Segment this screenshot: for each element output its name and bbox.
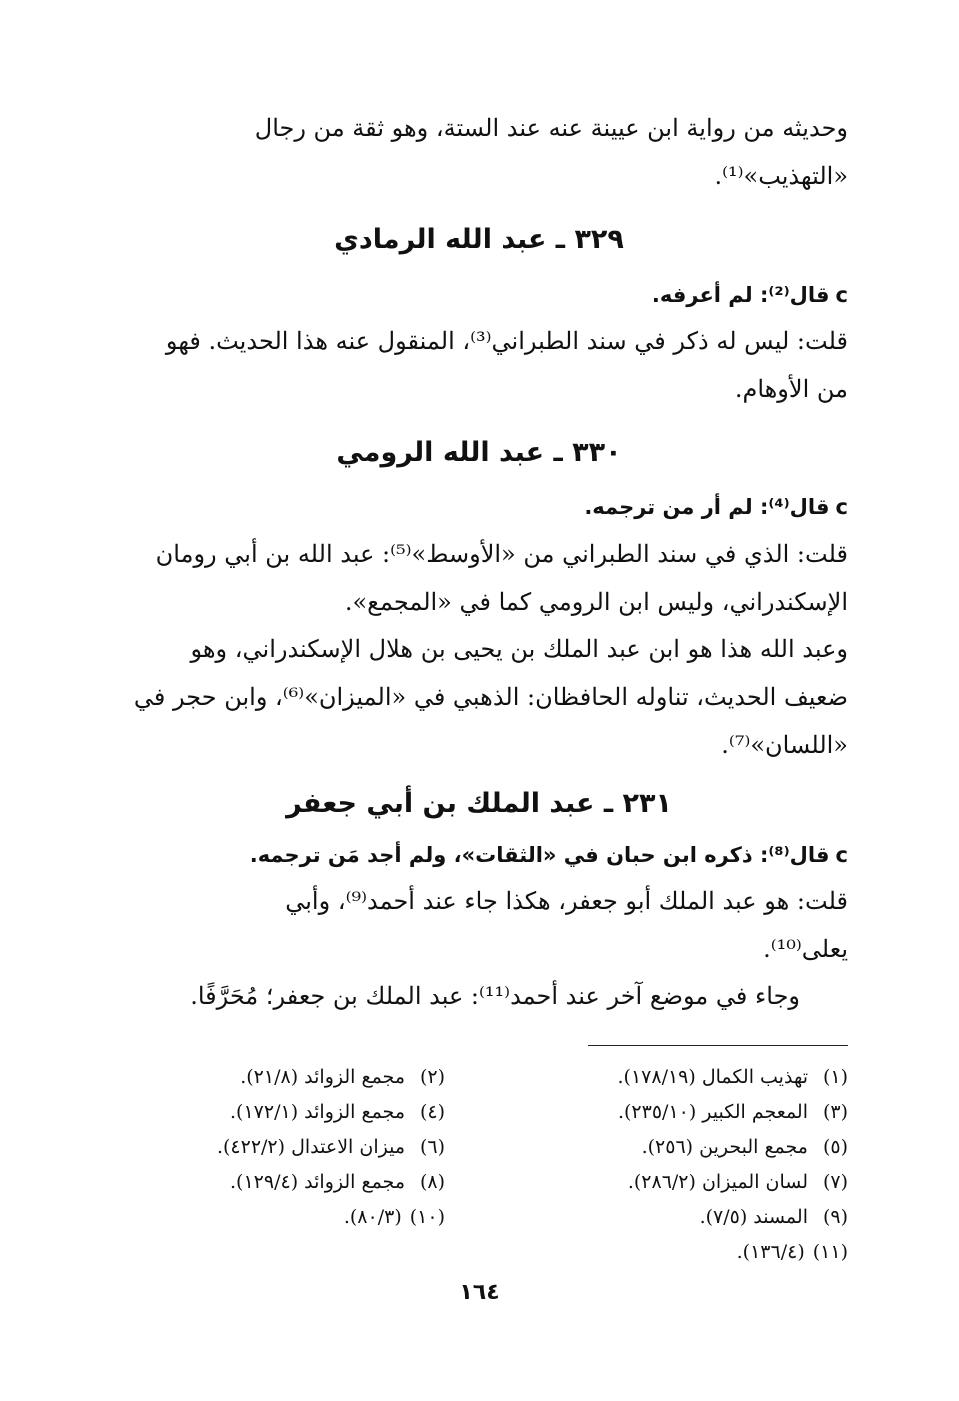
- text-line: وحديثه من رواية ابن عيينة عنه عند الستة، وهو ثقة من رجال: [254, 114, 848, 142]
- text-line: قلت: ليس له ذكر في سند الطبراني⁽³⁾، المنقول عنه هذا الحديث. فهو: [165, 327, 848, 355]
- claim-marker: c: [835, 283, 848, 307]
- entry-heading: ٢٣١ ـ عبد الملك بن أبي جعفر: [286, 788, 672, 819]
- entry-heading: ٣٣٠ ـ عبد الله الرومي: [336, 437, 622, 468]
- entry-claim: [110, 490, 848, 524]
- entry-heading: ٣٢٩ ـ عبد الله الرمادي: [334, 224, 624, 255]
- text-line: وعبد الله هذا هو ابن عبد الملك بن يحيى بن هلال الإسكندراني، وهو: [190, 635, 848, 663]
- entry-claim: [110, 838, 848, 872]
- footnote: [578, 1200, 848, 1235]
- footnote-text: تهذيب الكمال (١٧٨/١٩).: [617, 1066, 808, 1088]
- footnote-text: مجمع الزوائد (١٧٢/١).: [230, 1101, 405, 1123]
- footnote-number: (٣): [822, 1101, 848, 1123]
- footnote-text: مجمع البحرين (٢٥٦).: [641, 1136, 808, 1158]
- footnote: [578, 1060, 848, 1095]
- footnote-number: (٢): [419, 1066, 445, 1088]
- entry-paragraph: [110, 625, 848, 769]
- entry-paragraph: [110, 972, 848, 1020]
- text-line: «التهذيب»⁽¹⁾.: [714, 162, 848, 190]
- footnote-number: (٤): [419, 1101, 445, 1123]
- text-line: قلت: هو عبد الملك أبو جعفر، هكذا جاء عند أحمد⁽⁹⁾، وأبي: [285, 887, 848, 915]
- footnote-text: (٨٠/٣).: [343, 1206, 402, 1228]
- claim-text: قال⁽⁸⁾: ذكره ابن حبان في «الثقات»، ولم أجد مَن ترجمه.: [249, 843, 830, 867]
- footnote-text: المعجم الكبير (٢٣٥/١٠).: [617, 1101, 808, 1123]
- claim-marker: c: [835, 843, 848, 867]
- footnote: [175, 1130, 445, 1165]
- text-line: الإسكندراني، وليس ابن الرومي كما في «المجمع».: [344, 588, 848, 616]
- text-line: وجاء في موضع آخر عند أحمد⁽¹¹⁾: عبد الملك بن جعفر؛ مُحَرَّفًا.: [190, 982, 800, 1010]
- text-line: قلت: الذي في سند الطبراني من «الأوسط»⁽⁵⁾: عبد الله بن أبي رومان: [155, 540, 848, 568]
- footnote-text: المسند (٧/٥).: [699, 1206, 808, 1228]
- text-line: يعلى⁽¹⁰⁾.: [763, 935, 848, 963]
- footnote: [578, 1095, 848, 1130]
- footnote: [175, 1200, 445, 1235]
- footnote-number: (١): [822, 1066, 848, 1088]
- footnote-number: (٨): [419, 1171, 445, 1193]
- claim-marker: c: [835, 495, 848, 519]
- claim-text: قال⁽⁴⁾: لم أر من ترجمه.: [584, 495, 830, 519]
- footnotes-left-column: [175, 1060, 445, 1235]
- text-line: ضعيف الحديث، تناوله الحافظان: الذهبي في «الميزان»⁽⁶⁾، وابن حجر في: [133, 683, 848, 711]
- footnote-text: مجمع الزوائد (١٢٩/٤).: [230, 1171, 405, 1193]
- footnote: [175, 1165, 445, 1200]
- footnote-text: (١٣٦/٤).: [736, 1241, 805, 1263]
- claim-text: قال⁽²⁾: لم أعرفه.: [651, 283, 830, 307]
- page-number: ١٦٤: [459, 1280, 500, 1305]
- footnote-number: (٧): [822, 1171, 848, 1193]
- footnote-text: لسان الميزان (٢٨٦/٢).: [627, 1171, 808, 1193]
- text-line: من الأوهام.: [734, 375, 848, 403]
- intro-paragraph: [110, 104, 848, 200]
- entry-paragraph: [110, 317, 848, 413]
- footnotes-right-column: [578, 1060, 848, 1270]
- footnote-number: (٥): [822, 1136, 848, 1158]
- footnote: [578, 1235, 848, 1270]
- footnote-separator: [588, 1045, 848, 1046]
- footnote-number: (١١): [812, 1241, 848, 1263]
- text-line: «اللسان»⁽⁷⁾.: [721, 731, 848, 759]
- footnote: [578, 1130, 848, 1165]
- entry-claim: [110, 278, 848, 312]
- footnote-number: (٦): [419, 1136, 445, 1158]
- footnote-number: (١٠): [409, 1206, 445, 1228]
- footnote: [578, 1165, 848, 1200]
- footnote-text: ميزان الاعتدال (٤٢٢/٢).: [216, 1136, 405, 1158]
- entry-paragraph: [110, 877, 848, 973]
- footnote-text: مجمع الزوائد (٢١/٨).: [240, 1066, 405, 1088]
- footnote: [175, 1060, 445, 1095]
- footnote: [175, 1095, 445, 1130]
- footnote-number: (٩): [822, 1206, 848, 1228]
- entry-paragraph: [110, 530, 848, 626]
